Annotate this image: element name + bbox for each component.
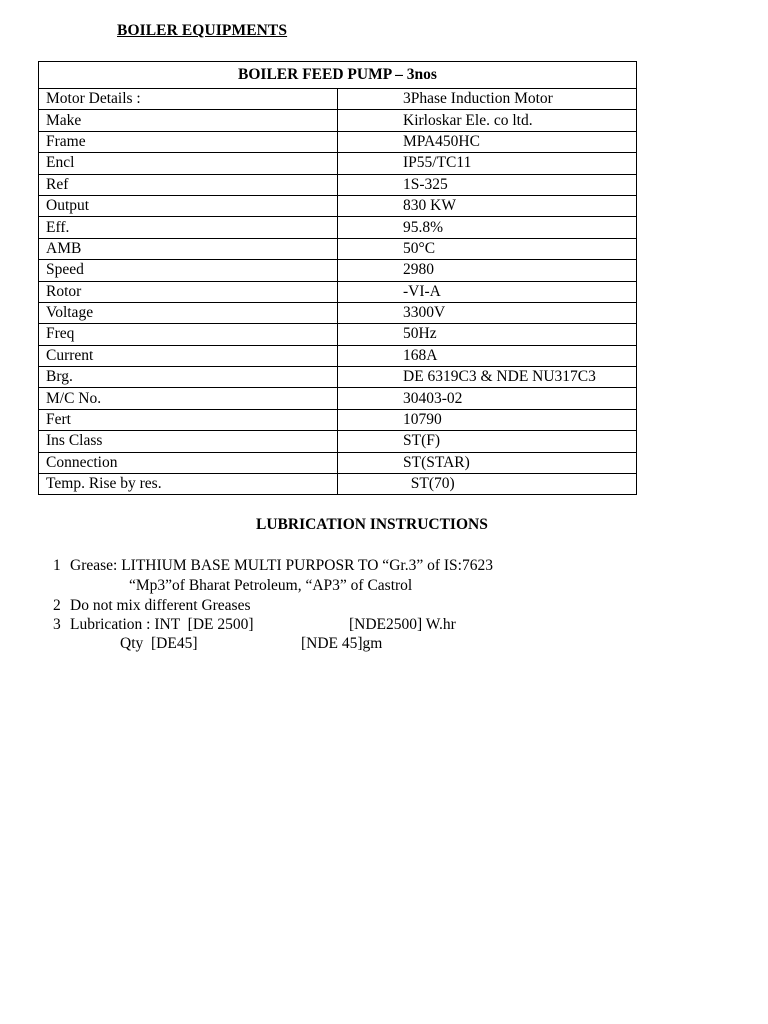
row-label: Ins Class [39, 431, 338, 452]
row-value: ST(F) [338, 431, 637, 452]
lubrication-interval-de: Lubrication : INT [DE 2500] [70, 616, 254, 633]
row-value: 30403-02 [338, 388, 637, 409]
row-value: -VI-A [338, 281, 637, 302]
row-value: 2980 [338, 260, 637, 281]
row-label: AMB [39, 238, 338, 259]
item-number: 3 [53, 616, 61, 633]
motor-spec-table [38, 61, 637, 495]
table-row [39, 324, 637, 345]
table-row [39, 281, 637, 302]
row-value: 1S-325 [338, 174, 637, 195]
table-row [39, 345, 637, 366]
row-value: IP55/TC11 [338, 153, 637, 174]
table-title: BOILER FEED PUMP – 3nos [39, 62, 637, 89]
row-label: Make [39, 110, 338, 131]
row-value: Kirloskar Ele. co ltd. [338, 110, 637, 131]
row-value: 10790 [338, 409, 637, 430]
row-value: ST(STAR) [338, 452, 637, 473]
row-value: 3Phase Induction Motor [338, 89, 637, 110]
row-label: Freq [39, 324, 338, 345]
lubrication-qty-nde: [NDE 45]gm [301, 635, 383, 652]
row-value: 3300V [338, 302, 637, 323]
item-number: 1 [53, 557, 61, 574]
row-label: Eff. [39, 217, 338, 238]
row-label: Temp. Rise by res. [39, 474, 338, 495]
table-row [39, 474, 637, 495]
row-label: Current [39, 345, 338, 366]
grease-instruction: Grease: LITHIUM BASE MULTI PURPOSR TO “Gr.3” of IS:7623 [70, 557, 493, 574]
table-row [39, 153, 637, 174]
row-value: 50Hz [338, 324, 637, 345]
row-value: DE 6319C3 & NDE NU317C3 [338, 367, 637, 388]
mixing-instruction: Do not mix different Greases [70, 597, 251, 614]
row-label: Connection [39, 452, 338, 473]
row-value: MPA450HC [338, 131, 637, 152]
page-title: BOILER EQUIPMENTS [117, 22, 288, 39]
table-row [39, 195, 637, 216]
table-row [39, 452, 637, 473]
row-label: Rotor [39, 281, 338, 302]
table-row [39, 431, 637, 452]
table-row [39, 217, 637, 238]
lubrication-heading: LUBRICATION INSTRUCTIONS [256, 516, 488, 533]
table-row [39, 131, 637, 152]
lubrication-interval-nde: [NDE2500] W.hr [349, 616, 456, 633]
grease-instruction-continuation: “Mp3”of Bharat Petroleum, “AP3” of Castrol [129, 577, 413, 594]
table-row [39, 260, 637, 281]
row-value: 168A [338, 345, 637, 366]
table-row [39, 302, 637, 323]
row-label: Motor Details : [39, 89, 338, 110]
table-row [39, 388, 637, 409]
row-label: Frame [39, 131, 338, 152]
row-label: M/C No. [39, 388, 338, 409]
table-row [39, 174, 637, 195]
table-title-row [39, 62, 637, 89]
table-row [39, 367, 637, 388]
row-value: 95.8% [338, 217, 637, 238]
row-label: Brg. [39, 367, 338, 388]
row-label: Encl [39, 153, 338, 174]
row-label: Voltage [39, 302, 338, 323]
table-row [39, 409, 637, 430]
lubrication-qty-de: Qty [DE45] [120, 635, 198, 652]
row-label: Speed [39, 260, 338, 281]
row-label: Output [39, 195, 338, 216]
row-value: 50°C [338, 238, 637, 259]
item-number: 2 [53, 597, 61, 614]
row-value: 830 KW [338, 195, 637, 216]
table-row [39, 110, 637, 131]
row-label: Ref [39, 174, 338, 195]
row-label: Fert [39, 409, 338, 430]
row-value: ST(70) [338, 474, 637, 495]
table-row [39, 238, 637, 259]
table-row [39, 89, 637, 110]
